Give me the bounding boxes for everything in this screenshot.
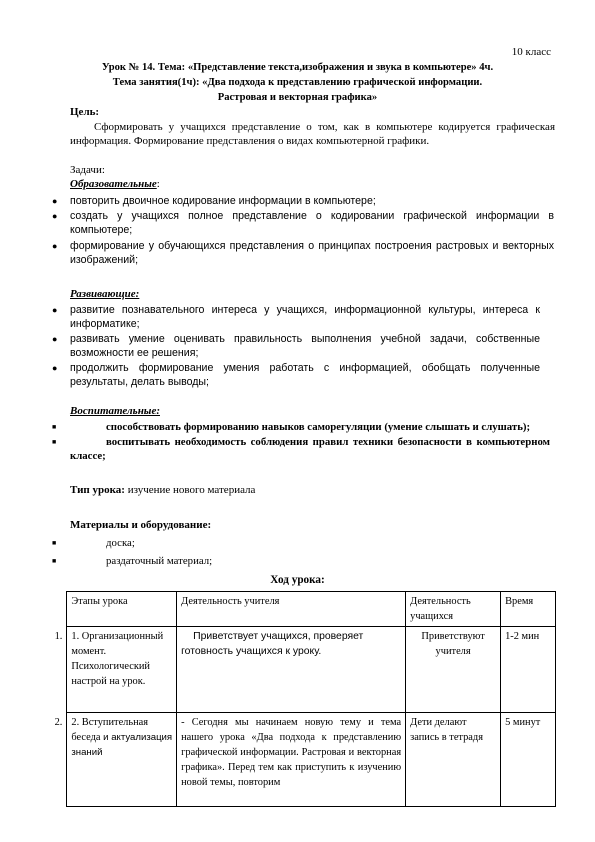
developing-label: Развивающие: <box>70 288 140 300</box>
teacher-cell: Приветствует учащихся, проверяет готовность учащихся к уроку. <box>177 627 406 713</box>
header-cell: Деятельность учащихся <box>406 592 501 627</box>
teacher-cell: - Сегодня мы начинаем новую тему и тема нашего урока «Два подхода к представлению графической информации. Растровая и векторная графика». Перед тем как приступить к изучению новой темы, повторим <box>177 713 406 807</box>
stage-cell: 1. Организационный момент. Психологический настрой на урок. <box>67 627 177 713</box>
students-cell: Дети делают запись в тетрадя <box>406 713 501 807</box>
materials-label: Материалы и оборудование: <box>70 519 212 531</box>
bullet-icon: ● <box>52 196 58 206</box>
header-cell: Этапы урока <box>67 592 177 627</box>
bullet-icon: ■ <box>52 540 57 547</box>
grade-label: 10 класс <box>511 46 551 58</box>
header-cell: Деятельность учителя <box>177 592 406 627</box>
lesson-type-value: изучение нового материала <box>124 484 256 496</box>
educational-label: Образовательные <box>70 178 157 190</box>
bullet-icon: ■ <box>52 558 57 565</box>
students-cell: Приветствуют учителя <box>406 627 501 713</box>
tasks-label: Задачи: <box>70 164 105 176</box>
upbringing-label: Воспитательные: <box>70 405 160 417</box>
upbringing-heading <box>70 405 160 417</box>
lesson-topic: Тема занятия(1ч): «Два подхода к представлению графической информации. <box>112 77 483 88</box>
goal-text: Сформировать у учащихся представление о том, как в компьютере кодируется графическая информация. Формирование представления о видах компьютерной графики. <box>70 121 555 147</box>
educational-colon: : <box>156 178 160 190</box>
goal-label: Цель: <box>70 106 100 118</box>
header-cell: Время <box>501 592 556 627</box>
table-row <box>50 713 556 807</box>
lesson-title: Урок № 14. Тема: «Представление текста,изображения и звука в компьютере» 4ч. <box>101 62 494 73</box>
bullet-icon: ■ <box>52 424 57 431</box>
row-number: 1. <box>54 630 63 642</box>
educational-heading <box>70 178 160 190</box>
time-cell: 1-2 мин <box>501 627 556 713</box>
bullet-icon: ● <box>52 241 58 251</box>
row-number: 2. <box>54 716 63 728</box>
lesson-type <box>70 484 255 496</box>
stage-cell: 2. Вступительная беседа и актуализация знаний <box>67 713 177 807</box>
bullet-icon: ● <box>52 363 58 373</box>
developing-heading <box>70 288 139 300</box>
table-header-row <box>50 592 556 627</box>
document-page: 10 класс Урок № 14. Тема: «Представление текста,изображения и звука в компьютере» 4ч. Тема занятия(1ч): «Два подхода к представлению графической информации. Растровая и векторная графика» Цель: Сформировать у учащихся представление о том, как в компьютере кодируется графическая информация. Формирование представления о видах компьютерной графики. Задачи: Образовательные: ● повторить двоичное кодирование информации в компьютере; ● создать у учащихся полное представление о кодировании графической информации в компьютере; ● формирование у обучающихся представления о принципах построения растровых и векторных изображений; Развивающие: ● развитие познавательного интереса у учащихся, информационной культуры, интереса к информатике; ● развивать умение оценивать правильность выполнения учебной задачи, собственные возможности ее решения; ● продолжить формирование умения работать с информацией, обобщать полученные результаты, делать выводы; Воспитательные: ■ способствовать формированию навыков саморегуляции (умение слышать и слушать); ■ воспитывать необходимость соблюдения правил техники безопасности в компьютерном классе; Тип урока: изучение нового материала Материалы и оборудование: ■ доска; ■ раздаточный материал; Ход урока: Этапы урока Деятельность учителя Деятельность учащихся Время 1. 1. Организационный момент. Психологический настрой на урок. Приветствует учащихся, проверяет готовность учащихся к уроку. Приветствуют учителя 1-2 мин 2. 2. Вступительная беседа и актуализация знаний - Сегодня мы начинаем новую тему и тема нашего урока «Два подхода к представлению графической информации. Растровая и векторная графика». Перед тем как приступить к изучению новой темы, повторим Дети делают запись в тетрадя 5 минут <box>0 0 595 842</box>
lesson-table <box>50 591 556 807</box>
bullet-icon: ● <box>52 334 58 344</box>
bullet-icon: ● <box>52 305 58 315</box>
lesson-type-label: Тип урока: <box>70 484 125 496</box>
time-cell: 5 минут <box>501 713 556 807</box>
bullet-icon: ■ <box>52 439 57 446</box>
course-title: Ход урока: <box>270 574 325 586</box>
bullet-icon: ● <box>52 211 58 221</box>
table-row <box>50 627 556 713</box>
lesson-topic-cont: Растровая и векторная графика» <box>217 92 378 103</box>
